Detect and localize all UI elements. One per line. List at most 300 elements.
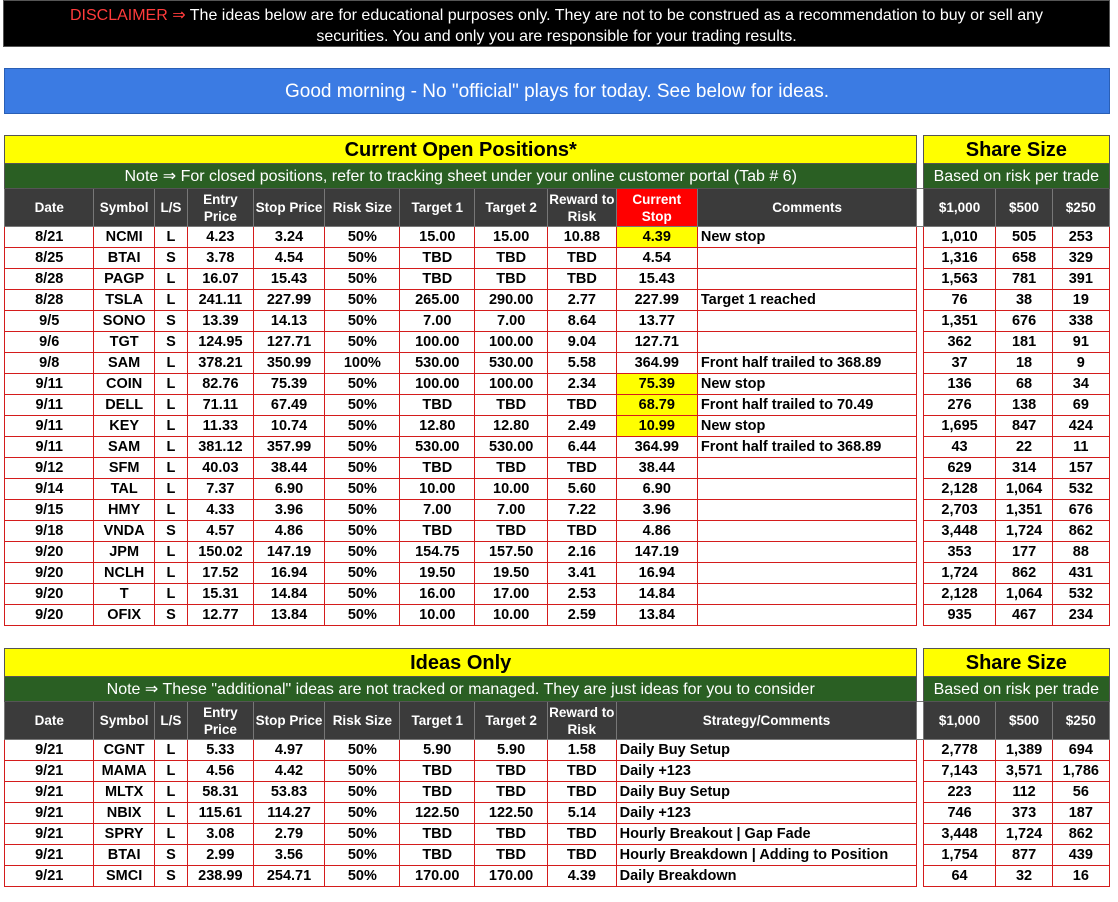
cell-symbol: TSLA: [94, 290, 154, 311]
cell-comments: New stop: [697, 374, 917, 395]
cell-symbol: SONO: [94, 311, 154, 332]
cell-size-1000: 1,695: [923, 416, 996, 437]
cell-ls: S: [154, 845, 187, 866]
cell-stop-price: 357.99: [253, 437, 325, 458]
cell-size-1000: 2,703: [923, 500, 996, 521]
cell-size-250: 338: [1052, 311, 1109, 332]
table-row: [5, 584, 1110, 605]
cell-reward-to-risk: 2.49: [548, 416, 617, 437]
cell-entry-price: 13.39: [188, 311, 254, 332]
cell-ls: L: [154, 803, 187, 824]
cell-target-1: 10.00: [400, 479, 475, 500]
table-row: [5, 227, 1110, 248]
cell-current-stop: 4.54: [616, 248, 697, 269]
cell-ls: L: [154, 824, 187, 845]
cell-size-500: 1,389: [996, 740, 1052, 761]
cell-entry-price: 71.11: [188, 395, 254, 416]
cell-reward-to-risk: 2.34: [548, 374, 617, 395]
cell-size-1000: 3,448: [923, 521, 996, 542]
cell-risk-size: 100%: [325, 353, 400, 374]
cell-size-250: 532: [1052, 479, 1109, 500]
header-size-500: $500: [996, 189, 1052, 227]
cell-size-250: 424: [1052, 416, 1109, 437]
cell-target-2: TBD: [475, 269, 548, 290]
cell-ls: S: [154, 866, 187, 887]
cell-target-2: TBD: [475, 458, 548, 479]
cell-stop-price: 227.99: [253, 290, 325, 311]
cell-ls: L: [154, 458, 187, 479]
cell-target-2: 10.00: [475, 479, 548, 500]
cell-symbol: NCMI: [94, 227, 154, 248]
header-entry-price: Entry Price: [188, 189, 254, 227]
cell-size-500: 1,724: [996, 521, 1052, 542]
cell-symbol: SFM: [94, 458, 154, 479]
cell-reward-to-risk: TBD: [547, 782, 616, 803]
cell-target-2: TBD: [475, 761, 548, 782]
cell-size-500: 138: [996, 395, 1052, 416]
cell-symbol: BTAI: [94, 845, 154, 866]
cell-size-1000: 1,754: [923, 845, 996, 866]
cell-target-2: TBD: [475, 521, 548, 542]
cell-risk-size: 50%: [325, 290, 400, 311]
disclaimer-label: DISCLAIMER: [69, 7, 168, 24]
cell-size-500: 505: [996, 227, 1052, 248]
cell-risk-size: 50%: [325, 782, 400, 803]
cell-date: 8/28: [5, 269, 94, 290]
cell-size-250: 1,786: [1052, 761, 1109, 782]
cell-size-500: 847: [996, 416, 1052, 437]
cell-stop-price: 3.96: [253, 500, 325, 521]
cell-date: 9/6: [5, 332, 94, 353]
cell-ls: S: [154, 605, 187, 626]
cell-risk-size: 50%: [325, 605, 400, 626]
cell-reward-to-risk: TBD: [548, 269, 617, 290]
cell-target-2: 100.00: [475, 332, 548, 353]
ideas-share-size-title: Share Size: [923, 649, 1109, 677]
header-risk-size: Risk Size: [325, 702, 400, 740]
cell-symbol: SAM: [94, 437, 154, 458]
table-row: [5, 332, 1110, 353]
cell-entry-price: 16.07: [188, 269, 254, 290]
header-date: Date: [5, 702, 94, 740]
cell-size-500: 18: [996, 353, 1052, 374]
cell-current-stop: 16.94: [616, 563, 697, 584]
cell-entry-price: 4.56: [188, 761, 254, 782]
cell-size-250: 431: [1052, 563, 1109, 584]
cell-target-1: 12.80: [400, 416, 475, 437]
cell-risk-size: 50%: [325, 458, 400, 479]
cell-comments: [697, 542, 917, 563]
cell-target-1: 15.00: [400, 227, 475, 248]
cell-target-2: 10.00: [475, 605, 548, 626]
header-size-1000: $1,000: [923, 702, 996, 740]
cell-strategy-comments: Daily +123: [616, 803, 917, 824]
cell-risk-size: 50%: [325, 479, 400, 500]
cell-size-1000: 629: [923, 458, 996, 479]
cell-risk-size: 50%: [325, 374, 400, 395]
cell-reward-to-risk: TBD: [548, 248, 617, 269]
cell-comments: New stop: [697, 227, 917, 248]
cell-ls: L: [154, 416, 187, 437]
table-row: [5, 416, 1110, 437]
cell-entry-price: 115.61: [188, 803, 254, 824]
cell-size-500: 676: [996, 311, 1052, 332]
cell-size-500: 1,724: [996, 824, 1052, 845]
cell-stop-price: 4.54: [253, 248, 325, 269]
cell-stop-price: 2.79: [253, 824, 325, 845]
cell-date: 9/20: [5, 605, 94, 626]
cell-date: 9/20: [5, 584, 94, 605]
disclaimer-text-2: securities. You and only you are responsible for your trading results.: [316, 28, 797, 45]
cell-size-250: 694: [1052, 740, 1109, 761]
cell-comments: [697, 332, 917, 353]
cell-stop-price: 350.99: [253, 353, 325, 374]
cell-entry-price: 82.76: [188, 374, 254, 395]
cell-size-1000: 1,010: [923, 227, 996, 248]
cell-date: 9/5: [5, 311, 94, 332]
cell-reward-to-risk: 7.22: [548, 500, 617, 521]
cell-target-2: 7.00: [475, 311, 548, 332]
open-positions-title: Current Open Positions*: [5, 136, 917, 164]
cell-entry-price: 241.11: [188, 290, 254, 311]
cell-target-2: TBD: [475, 782, 548, 803]
cell-target-1: 265.00: [400, 290, 475, 311]
disclaimer-bar: [3, 0, 1110, 47]
cell-comments: [697, 521, 917, 542]
cell-stop-price: 4.86: [253, 521, 325, 542]
cell-target-1: 100.00: [400, 332, 475, 353]
cell-symbol: VNDA: [94, 521, 154, 542]
cell-date: 8/21: [5, 227, 94, 248]
cell-size-500: 781: [996, 269, 1052, 290]
cell-date: 9/15: [5, 500, 94, 521]
cell-risk-size: 50%: [325, 521, 400, 542]
cell-target-1: TBD: [400, 521, 475, 542]
cell-comments: [697, 584, 917, 605]
cell-reward-to-risk: 9.04: [548, 332, 617, 353]
header-comments: Comments: [697, 189, 917, 227]
header-target-1: Target 1: [400, 189, 475, 227]
header-size-250: $250: [1052, 189, 1109, 227]
cell-size-1000: 37: [923, 353, 996, 374]
cell-comments: [697, 248, 917, 269]
cell-size-250: 16: [1052, 866, 1109, 887]
header-symbol: Symbol: [94, 702, 154, 740]
cell-size-500: 68: [996, 374, 1052, 395]
cell-target-2: TBD: [475, 395, 548, 416]
cell-size-1000: 76: [923, 290, 996, 311]
cell-stop-price: 14.13: [253, 311, 325, 332]
cell-size-250: 34: [1052, 374, 1109, 395]
cell-size-250: 253: [1052, 227, 1109, 248]
cell-size-1000: 2,128: [923, 584, 996, 605]
cell-size-1000: 276: [923, 395, 996, 416]
cell-current-stop: 364.99: [616, 353, 697, 374]
cell-reward-to-risk: TBD: [547, 824, 616, 845]
cell-risk-size: 50%: [325, 416, 400, 437]
cell-size-1000: 746: [923, 803, 996, 824]
header-strategy-comments: Strategy/Comments: [616, 702, 917, 740]
cell-symbol: NBIX: [94, 803, 154, 824]
cell-symbol: PAGP: [94, 269, 154, 290]
cell-size-250: 187: [1052, 803, 1109, 824]
cell-entry-price: 4.57: [188, 521, 254, 542]
open-positions-table: [4, 135, 1110, 626]
cell-comments: Front half trailed to 368.89: [697, 353, 917, 374]
header-target-2: Target 2: [475, 189, 548, 227]
cell-stop-price: 10.74: [253, 416, 325, 437]
cell-current-stop: 4.86: [616, 521, 697, 542]
table-row: [5, 866, 1110, 887]
cell-current-stop: 147.19: [616, 542, 697, 563]
cell-size-500: 314: [996, 458, 1052, 479]
cell-size-250: 56: [1052, 782, 1109, 803]
header-target-2: Target 2: [475, 702, 548, 740]
header-target-1: Target 1: [400, 702, 475, 740]
cell-ls: L: [154, 437, 187, 458]
cell-entry-price: 7.37: [188, 479, 254, 500]
cell-comments: Front half trailed to 70.49: [697, 395, 917, 416]
cell-symbol: NCLH: [94, 563, 154, 584]
cell-size-500: 1,064: [996, 584, 1052, 605]
cell-entry-price: 238.99: [188, 866, 254, 887]
cell-entry-price: 4.33: [188, 500, 254, 521]
cell-ls: L: [154, 761, 187, 782]
cell-ls: L: [154, 542, 187, 563]
cell-target-1: TBD: [400, 269, 475, 290]
cell-date: 9/12: [5, 458, 94, 479]
cell-date: 9/21: [5, 866, 94, 887]
header-size-500: $500: [996, 702, 1052, 740]
cell-ls: L: [154, 374, 187, 395]
cell-reward-to-risk: TBD: [547, 845, 616, 866]
cell-size-500: 181: [996, 332, 1052, 353]
cell-size-500: 658: [996, 248, 1052, 269]
cell-stop-price: 53.83: [253, 782, 325, 803]
table-row: [5, 437, 1110, 458]
header-reward-to-risk: Reward to Risk: [548, 189, 617, 227]
cell-entry-price: 12.77: [188, 605, 254, 626]
cell-comments: [697, 563, 917, 584]
header-date: Date: [5, 189, 94, 227]
cell-target-1: 7.00: [400, 500, 475, 521]
cell-stop-price: 6.90: [253, 479, 325, 500]
cell-stop-price: 67.49: [253, 395, 325, 416]
cell-reward-to-risk: 2.53: [548, 584, 617, 605]
cell-symbol: DELL: [94, 395, 154, 416]
cell-ls: L: [154, 563, 187, 584]
cell-ls: S: [154, 248, 187, 269]
cell-risk-size: 50%: [325, 332, 400, 353]
cell-date: 9/14: [5, 479, 94, 500]
open-positions-note: Note ⇒ For closed positions, refer to tracking sheet under your online customer portal (Tab # 6): [5, 164, 917, 189]
cell-size-1000: 223: [923, 782, 996, 803]
cell-target-1: TBD: [400, 845, 475, 866]
cell-stop-price: 3.56: [253, 845, 325, 866]
cell-risk-size: 50%: [325, 845, 400, 866]
cell-risk-size: 50%: [325, 542, 400, 563]
cell-symbol: COIN: [94, 374, 154, 395]
cell-stop-price: 14.84: [253, 584, 325, 605]
cell-target-2: 530.00: [475, 437, 548, 458]
cell-reward-to-risk: 3.41: [548, 563, 617, 584]
cell-ls: S: [154, 332, 187, 353]
cell-target-2: 122.50: [475, 803, 548, 824]
cell-ls: S: [154, 311, 187, 332]
cell-symbol: CGNT: [94, 740, 154, 761]
cell-size-250: 391: [1052, 269, 1109, 290]
header-ls: L/S: [154, 189, 187, 227]
cell-size-250: 676: [1052, 500, 1109, 521]
cell-date: 9/21: [5, 761, 94, 782]
cell-date: 9/21: [5, 782, 94, 803]
cell-size-250: 9: [1052, 353, 1109, 374]
cell-reward-to-risk: 2.77: [548, 290, 617, 311]
cell-ls: L: [154, 395, 187, 416]
cell-size-500: 177: [996, 542, 1052, 563]
table-row: [5, 542, 1110, 563]
cell-entry-price: 3.78: [188, 248, 254, 269]
cell-current-stop: 127.71: [616, 332, 697, 353]
cell-target-1: 122.50: [400, 803, 475, 824]
cell-size-500: 112: [996, 782, 1052, 803]
cell-comments: Target 1 reached: [697, 290, 917, 311]
cell-date: 9/20: [5, 563, 94, 584]
cell-risk-size: 50%: [325, 866, 400, 887]
cell-strategy-comments: Hourly Breakdown | Adding to Position: [616, 845, 917, 866]
table-row: [5, 269, 1110, 290]
cell-risk-size: 50%: [325, 500, 400, 521]
cell-size-1000: 353: [923, 542, 996, 563]
cell-target-1: 530.00: [400, 437, 475, 458]
cell-stop-price: 147.19: [253, 542, 325, 563]
cell-size-250: 88: [1052, 542, 1109, 563]
cell-reward-to-risk: TBD: [547, 761, 616, 782]
cell-size-1000: 64: [923, 866, 996, 887]
cell-comments: [697, 458, 917, 479]
cell-stop-price: 13.84: [253, 605, 325, 626]
cell-comments: [697, 311, 917, 332]
cell-size-250: 19: [1052, 290, 1109, 311]
cell-strategy-comments: Daily Buy Setup: [616, 782, 917, 803]
cell-strategy-comments: Hourly Breakout | Gap Fade: [616, 824, 917, 845]
cell-stop-price: 127.71: [253, 332, 325, 353]
table-row: [5, 458, 1110, 479]
cell-stop-price: 4.97: [253, 740, 325, 761]
cell-date: 8/25: [5, 248, 94, 269]
cell-date: 9/21: [5, 824, 94, 845]
cell-target-2: 530.00: [475, 353, 548, 374]
cell-target-2: 15.00: [475, 227, 548, 248]
cell-size-1000: 935: [923, 605, 996, 626]
cell-size-1000: 2,128: [923, 479, 996, 500]
cell-symbol: SAM: [94, 353, 154, 374]
cell-current-stop: 4.39: [616, 227, 697, 248]
cell-stop-price: 38.44: [253, 458, 325, 479]
cell-symbol: SMCI: [94, 866, 154, 887]
cell-target-2: 100.00: [475, 374, 548, 395]
cell-reward-to-risk: TBD: [548, 395, 617, 416]
cell-target-2: TBD: [475, 824, 548, 845]
header-risk-size: Risk Size: [325, 189, 400, 227]
cell-comments: [697, 605, 917, 626]
cell-ls: L: [154, 584, 187, 605]
cell-size-1000: 362: [923, 332, 996, 353]
cell-size-1000: 2,778: [923, 740, 996, 761]
header-stop-price: Stop Price: [253, 189, 325, 227]
cell-entry-price: 15.31: [188, 584, 254, 605]
table-row: [5, 353, 1110, 374]
cell-date: 9/21: [5, 740, 94, 761]
header-symbol: Symbol: [94, 189, 154, 227]
cell-size-1000: 7,143: [923, 761, 996, 782]
cell-size-250: 91: [1052, 332, 1109, 353]
table-row: [5, 782, 1110, 803]
cell-symbol: MAMA: [94, 761, 154, 782]
cell-risk-size: 50%: [325, 227, 400, 248]
cell-size-250: 234: [1052, 605, 1109, 626]
cell-ls: L: [154, 479, 187, 500]
cell-target-2: TBD: [475, 248, 548, 269]
ideas-title: Ideas Only: [5, 649, 917, 677]
cell-current-stop: 14.84: [616, 584, 697, 605]
cell-date: 9/21: [5, 803, 94, 824]
cell-entry-price: 5.33: [188, 740, 254, 761]
cell-target-1: 154.75: [400, 542, 475, 563]
header-entry-price: Entry Price: [188, 702, 254, 740]
cell-current-stop: 10.99: [616, 416, 697, 437]
cell-reward-to-risk: 5.60: [548, 479, 617, 500]
cell-risk-size: 50%: [325, 761, 400, 782]
cell-symbol: TGT: [94, 332, 154, 353]
cell-date: 9/21: [5, 845, 94, 866]
cell-ls: L: [154, 782, 187, 803]
cell-size-1000: 1,316: [923, 248, 996, 269]
cell-target-1: 170.00: [400, 866, 475, 887]
cell-target-1: TBD: [400, 395, 475, 416]
cell-target-1: 5.90: [400, 740, 475, 761]
table-row: [5, 761, 1110, 782]
cell-risk-size: 50%: [325, 437, 400, 458]
cell-current-stop: 227.99: [616, 290, 697, 311]
cell-size-500: 862: [996, 563, 1052, 584]
cell-risk-size: 50%: [325, 803, 400, 824]
cell-symbol: MLTX: [94, 782, 154, 803]
cell-risk-size: 50%: [325, 269, 400, 290]
cell-current-stop: 3.96: [616, 500, 697, 521]
cell-target-1: TBD: [400, 782, 475, 803]
cell-target-1: TBD: [400, 458, 475, 479]
cell-comments: Front half trailed to 368.89: [697, 437, 917, 458]
cell-entry-price: 40.03: [188, 458, 254, 479]
cell-target-1: TBD: [400, 824, 475, 845]
cell-date: 9/11: [5, 416, 94, 437]
cell-reward-to-risk: 5.58: [548, 353, 617, 374]
table-row: [5, 740, 1110, 761]
cell-entry-price: 381.12: [188, 437, 254, 458]
cell-entry-price: 150.02: [188, 542, 254, 563]
cell-risk-size: 50%: [325, 824, 400, 845]
cell-current-stop: 68.79: [616, 395, 697, 416]
cell-stop-price: 4.42: [253, 761, 325, 782]
cell-risk-size: 50%: [325, 248, 400, 269]
cell-size-500: 877: [996, 845, 1052, 866]
cell-size-250: 11: [1052, 437, 1109, 458]
cell-target-2: 12.80: [475, 416, 548, 437]
table-row: [5, 479, 1110, 500]
share-size-note: Based on risk per trade: [923, 164, 1109, 189]
table-row: [5, 605, 1110, 626]
